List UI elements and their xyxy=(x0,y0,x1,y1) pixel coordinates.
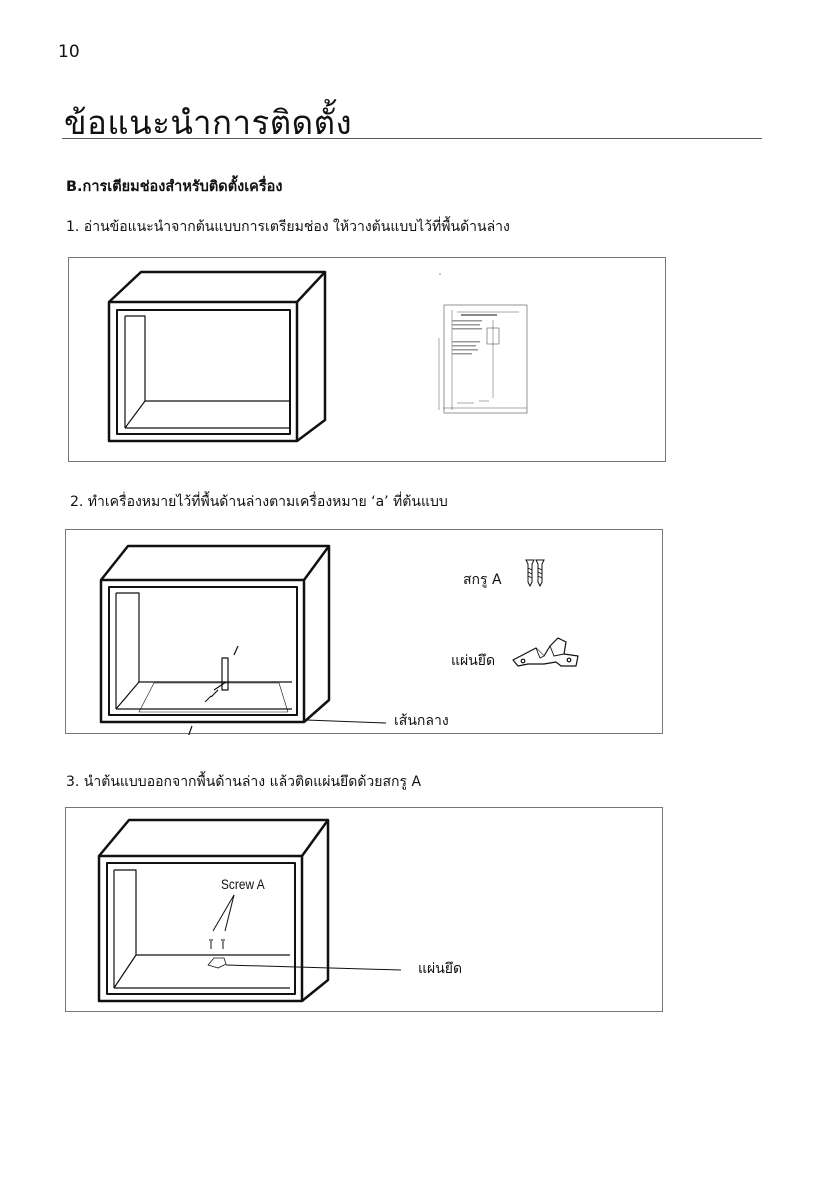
center-line-label: เส้นกลาง xyxy=(394,713,449,729)
step-1-text: 1. อ่านข้อแนะนำจากต้นแบบการเตรียมช่อง ให้วางต้นแบบไว้ที่พื้นด้านล่าง xyxy=(66,219,510,235)
cabinet-front-outline xyxy=(109,302,297,441)
bracket-label: แผ่นยึด xyxy=(451,653,496,669)
screw-a-label: สกรู A xyxy=(463,572,502,588)
cabinet-front-outline xyxy=(99,856,302,1001)
page-title: ข้อแนะนำการติดตั้ง xyxy=(64,103,353,142)
figure-3-drawing xyxy=(66,808,664,1013)
installation-template-sheet xyxy=(439,273,527,413)
section-heading: B.การเตียมช่องสำหรับติดตั้งเครื่อง xyxy=(66,179,283,195)
figure-2-drawing xyxy=(66,530,664,735)
cabinet-front-outline xyxy=(101,580,304,722)
title-divider xyxy=(62,138,762,139)
screw-a-icon xyxy=(526,560,544,586)
screw-a-label: Screw A xyxy=(221,876,265,892)
step-2-text: 2. ทำเครื่องหมายไว้ที่พื้นด้านล่างตามเครื่องหมาย ‘a’ ที่ต้นแบบ xyxy=(70,494,448,510)
bracket-label: แผ่นยึด xyxy=(418,961,463,977)
figure-3-bracket-fixing xyxy=(65,807,663,1012)
figure-2-marking xyxy=(65,529,663,734)
step-3-text: 3. นำต้นแบบออกจากพื้นด้านล่าง แล้วติดแผ่นยึดด้วยสกรู A xyxy=(66,774,422,790)
figure-1-cabinet-and-template xyxy=(68,257,666,462)
figure-1-drawing xyxy=(69,258,667,463)
mounting-bracket-icon xyxy=(513,638,578,666)
page-number: 10 xyxy=(58,42,80,62)
cabinet-top-side xyxy=(109,272,325,441)
